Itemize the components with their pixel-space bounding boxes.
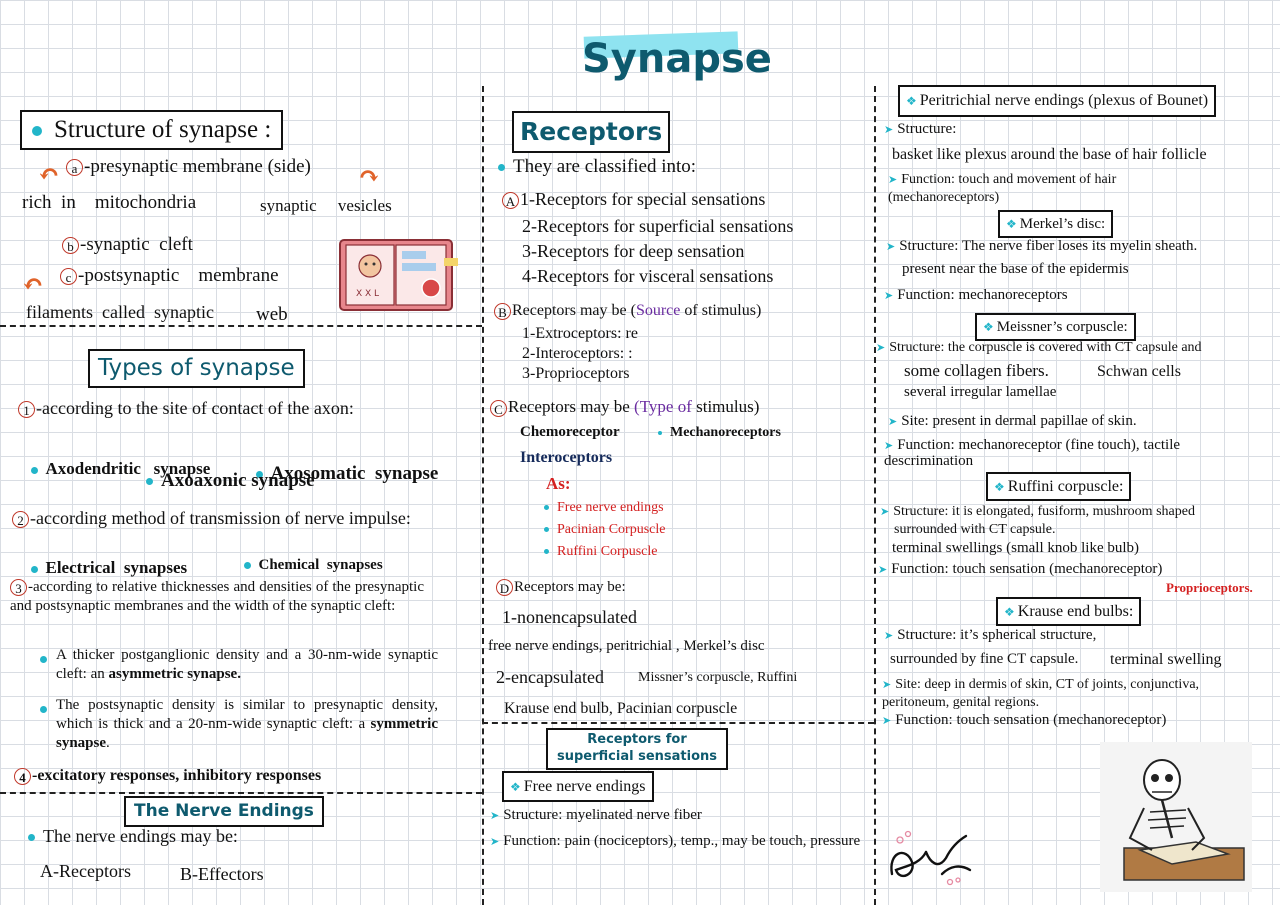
chemoreceptor: Chemoreceptor bbox=[520, 424, 620, 440]
arrow-icon: ➤ bbox=[884, 124, 894, 136]
type-4: 4 -excitatory responses, inhibitory responses bbox=[14, 767, 321, 785]
class-b-1: 1-Extroceptors: re bbox=[522, 325, 638, 342]
presynaptic-line: a -presynaptic membrane (side) bbox=[66, 156, 311, 178]
receptors-heading: Receptors bbox=[512, 111, 670, 153]
class-b-2: 2-Interoceptors: : bbox=[522, 345, 633, 362]
nerve-endings-heading: The Nerve Endings bbox=[124, 796, 324, 827]
class-b-3: 3-Proprioceptors bbox=[522, 365, 630, 382]
krause-surrounded: surrounded by fine CT capsule. bbox=[890, 651, 1079, 667]
diamond-icon: ❖ bbox=[1006, 217, 1017, 231]
divider-types bbox=[0, 792, 482, 794]
krause-function: ➤ Function: touch sensation (mechanoreceptor) bbox=[882, 712, 1167, 728]
axodendritic: Axodendritic synapse bbox=[22, 439, 210, 479]
web-text: web bbox=[256, 304, 288, 325]
arrow-icon: ➤ bbox=[882, 679, 892, 691]
interoceptors: Interoceptors bbox=[520, 449, 613, 466]
merkel-heading: ❖ Merkel’s disc: bbox=[998, 210, 1113, 238]
class-a-2: 2-Receptors for superficial sensations bbox=[522, 216, 794, 236]
meissner-heading: ❖ Meissner’s corpuscle: bbox=[975, 313, 1136, 341]
diamond-icon: ❖ bbox=[510, 780, 521, 794]
bullet bbox=[32, 126, 42, 136]
svg-text:X X L: X X L bbox=[356, 289, 380, 299]
b-effectors: B-Effectors bbox=[180, 864, 264, 884]
merkel-function: ➤ Function: mechanoreceptors bbox=[884, 287, 1068, 303]
as-label: As: bbox=[546, 474, 571, 493]
arrow-icon: ➤ bbox=[888, 416, 898, 428]
krause-heading: ❖ Krause end bulbs: bbox=[996, 597, 1141, 626]
ruffini-proprioceptors: Proprioceptors. bbox=[1166, 580, 1253, 595]
encapsulated: 2-encapsulated bbox=[496, 667, 604, 687]
meissner-collagen: some collagen fibers. bbox=[904, 361, 1049, 380]
symmetric-text: The postsynaptic density is similar to presynaptic density, which is thick and a 20-nm-wide synaptic cleft: a symmetric synapse. bbox=[56, 697, 438, 751]
type-1: 1 -according to the site of contact of the axon: bbox=[18, 398, 354, 419]
classified-into: They are classified into: bbox=[498, 156, 696, 178]
chemical: Chemical synapses bbox=[236, 540, 383, 574]
diamond-icon: ❖ bbox=[1004, 605, 1015, 619]
notebook-icon bbox=[338, 236, 462, 314]
free-function: ➤ Function: pain (nociceptors), temp., may be touch, pressure bbox=[490, 833, 861, 849]
class-d: D Receptors may be: bbox=[496, 579, 626, 596]
meissner-function: ➤ Function: mechanoreceptor (fine touch), tactile descrimination bbox=[884, 437, 1181, 469]
peritrichial-heading: ❖ Peritrichial nerve endings (plexus of Bounet) bbox=[898, 85, 1216, 117]
synaptic-vesicles: synaptic vesicles bbox=[260, 196, 392, 215]
class-a-3: 3-Receptors for deep sensation bbox=[522, 241, 745, 261]
krause-site: ➤ Site: deep in dermis of skin, CT of joints, conjunctiva, peritoneum, genital regions. bbox=[882, 677, 1200, 710]
class-c: C Receptors may be (Type of stimulus) bbox=[490, 397, 759, 417]
arrow-icon: ➤ bbox=[884, 290, 894, 302]
divider-receptors bbox=[482, 722, 874, 724]
ruffini-item: Ruffini Corpuscle bbox=[544, 544, 657, 560]
meissner-lamellae: several irregular lamellae bbox=[904, 384, 1057, 400]
arrow-icon: ➤ bbox=[888, 174, 898, 186]
curl-arrow-icon: ↷ bbox=[358, 162, 380, 191]
arrow-icon: ➤ bbox=[876, 342, 886, 354]
class-a-4: 4-Receptors for visceral sensations bbox=[522, 266, 774, 286]
meissner-schwan: Schwan cells bbox=[1097, 363, 1181, 380]
structure-heading: Structure of synapse : bbox=[20, 110, 283, 150]
bullet bbox=[40, 700, 55, 718]
diamond-icon: ❖ bbox=[994, 480, 1005, 494]
arrow-icon: ➤ bbox=[880, 506, 890, 518]
asymmetric-text: A thicker postganglionic density and a 30-nm-wide synaptic cleft: an asymmetric synapse. bbox=[56, 647, 438, 682]
ruffini-terminal: terminal swellings (small knob like bulb) bbox=[892, 540, 1140, 556]
class-a-1: A 1-Receptors for special sensations bbox=[502, 189, 765, 210]
krause-structure: ➤ Structure: it’s spherical structure, bbox=[884, 627, 1097, 643]
peri-function: ➤ Function: touch and movement of hair (mechanoreceptors) bbox=[888, 172, 1117, 205]
ruffini-structure: ➤ Structure: it is elongated, fusiform, mushroom shaped bbox=[880, 504, 1195, 519]
a-receptors: A-Receptors bbox=[40, 861, 131, 881]
peri-basket: basket like plexus around the base of hair follicle bbox=[892, 146, 1207, 163]
axoaxonic: Axoaxonic synapse bbox=[146, 470, 315, 492]
ruffini-function: ➤ Function: touch sensation (mechanoreceptor) bbox=[878, 561, 1163, 577]
merkel-structure: ➤ Structure: The nerve fiber loses its myelin sheath. bbox=[886, 238, 1198, 254]
krause-terminal: terminal swelling bbox=[1110, 651, 1222, 668]
merkel-present: present near the base of the epidermis bbox=[902, 261, 1129, 277]
type-2: 2 -according method of transmission of nerve impulse: bbox=[12, 508, 411, 529]
curl-arrow-icon: ↶ bbox=[22, 270, 44, 299]
nonencapsulated: 1-nonencapsulated bbox=[502, 607, 637, 627]
diamond-icon: ❖ bbox=[906, 94, 917, 108]
superficial-heading: Receptors for superficial sensations bbox=[546, 728, 728, 770]
divider-left bbox=[482, 86, 484, 905]
arrow-icon: ➤ bbox=[878, 564, 888, 576]
ruffini-surrounded: surrounded with CT capsule. bbox=[894, 522, 1056, 537]
free-nerve-endings-item: Free nerve endings bbox=[544, 500, 664, 516]
types-heading: Types of synapse bbox=[88, 349, 305, 388]
free-nerve-endings-heading: ❖ Free nerve endings bbox=[502, 771, 654, 802]
ruffini-heading: ❖ Ruffini corpuscle: bbox=[986, 472, 1131, 501]
encapsulated-list: Missner’s corpuscle, Ruffini bbox=[638, 670, 798, 685]
meissner-structure: ➤ Structure: the corpuscle is covered with CT capsule and bbox=[876, 340, 1202, 355]
author-signature bbox=[886, 822, 978, 888]
axosomatic: Axosomatic synapse bbox=[246, 441, 438, 485]
arrow-icon: ➤ bbox=[490, 810, 500, 822]
cleft-line: b -synaptic cleft bbox=[62, 234, 193, 256]
electrical: Electrical synapses bbox=[22, 538, 187, 578]
filaments-text: filaments called synaptic bbox=[26, 302, 214, 322]
skeleton-studying-illustration bbox=[1100, 742, 1252, 892]
diamond-icon: ❖ bbox=[983, 320, 994, 334]
mechanoreceptors: Mechanoreceptors bbox=[658, 425, 781, 441]
rich-mitochondria: rich in mitochondria bbox=[22, 192, 197, 213]
class-b: B Receptors may be (Source of stimulus) bbox=[494, 302, 761, 320]
curl-arrow-icon: ↶ bbox=[38, 160, 60, 189]
arrow-icon: ➤ bbox=[884, 440, 894, 452]
nonencapsulated-list: free nerve endings, peritrichial , Merkel’s disc bbox=[488, 638, 765, 654]
peri-structure: ➤ Structure: bbox=[884, 121, 957, 137]
divider-structure bbox=[0, 325, 482, 327]
divider-right bbox=[874, 86, 876, 905]
arrow-icon: ➤ bbox=[490, 836, 500, 848]
arrow-icon: ➤ bbox=[886, 241, 896, 253]
nerve-endings-may-be: The nerve endings may be: bbox=[28, 826, 238, 847]
type-3: 3 -according to relative thicknesses and densities of the presynaptic and postsynaptic membranes and the width of the synaptic cleft: bbox=[10, 579, 424, 614]
encapsulated-list-2: Krause end bulb, Pacinian corpuscle bbox=[504, 700, 738, 717]
arrow-icon: ➤ bbox=[884, 630, 894, 642]
free-structure: ➤ Structure: myelinated nerve fiber bbox=[490, 807, 702, 823]
pacinian-item: Pacinian Corpuscle bbox=[544, 522, 665, 538]
page-title: Synapse bbox=[582, 36, 772, 82]
arrow-icon: ➤ bbox=[882, 715, 892, 727]
bullet bbox=[40, 650, 55, 668]
meissner-site: ➤ Site: present in dermal papillae of skin. bbox=[888, 413, 1137, 429]
postsynaptic-line: c -postsynaptic membrane bbox=[60, 265, 279, 287]
